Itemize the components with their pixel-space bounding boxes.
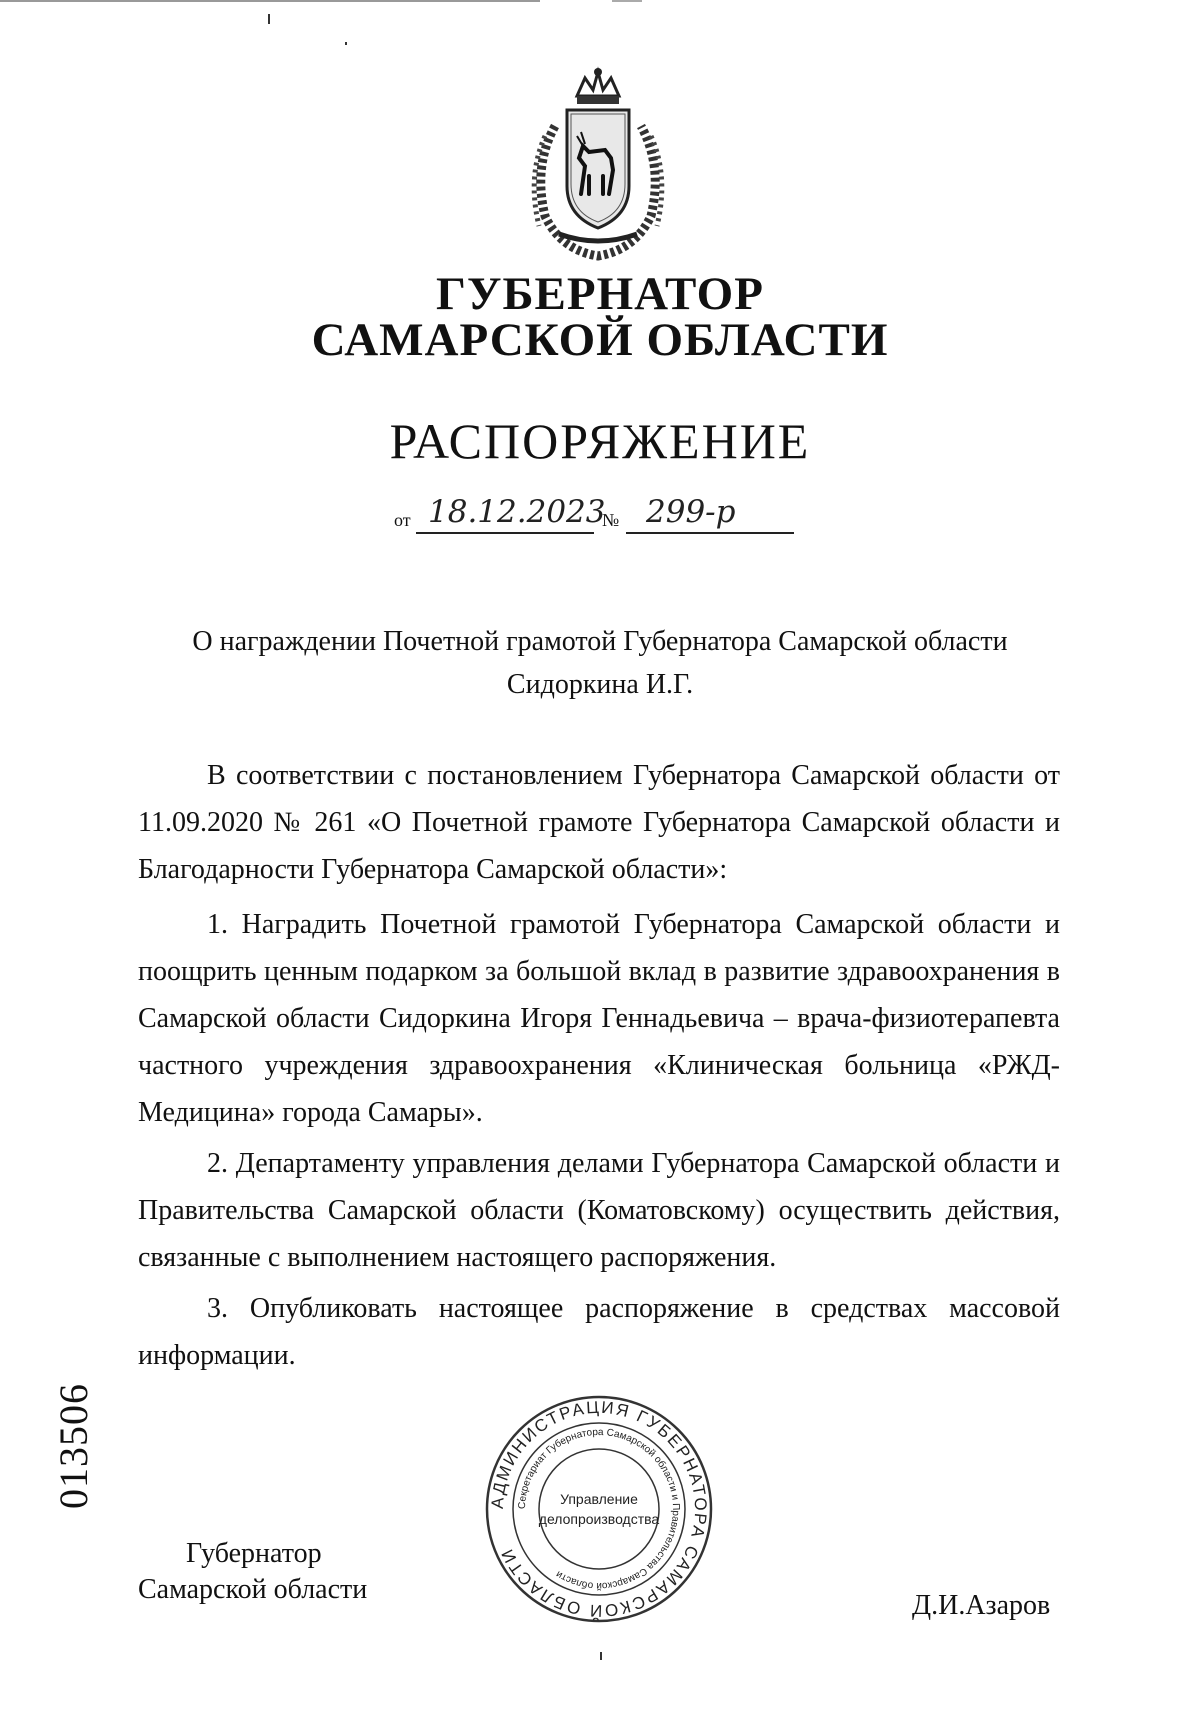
date-prefix: от <box>394 510 411 530</box>
registration-margin-number: 013506 <box>51 1383 96 1509</box>
stamp-graphic <box>484 1394 714 1624</box>
scan-speck <box>268 14 270 24</box>
signatory-name: Д.И.Азаров <box>912 1590 1051 1621</box>
document-body <box>138 752 1060 1379</box>
scan-speck <box>612 0 642 2</box>
signatory-position-line-2: Самарской области <box>138 1574 368 1605</box>
document-number: 299-р <box>646 494 736 530</box>
scan-speck <box>345 42 347 45</box>
issuer-line-2: САМАРСКОЙ ОБЛАСТИ <box>311 314 889 366</box>
document-date: 18.12.2023 <box>428 494 606 530</box>
stamp-outer-ring-text: АДМИНИСТРАЦИЯ ГУБЕРНАТОРА САМАРСКОЙ ОБЛАСТИ <box>487 1397 711 1621</box>
signatory-position-line-1: Губернатор <box>186 1538 322 1569</box>
item-3-paragraph: 3. Опубликовать настоящее распоряжение в средствах массовой информации. <box>138 1293 1060 1371</box>
document-subject <box>0 620 1200 706</box>
subject-line-1: О награждении Почетной грамотой Губернатора Самарской области <box>192 626 1008 657</box>
samara-region-coat-of-arms-icon <box>515 66 681 262</box>
issuer-line-1: ГУБЕРНАТОР <box>436 268 764 320</box>
scan-speck <box>600 1652 602 1660</box>
subject-line-2: Сидоркина И.Г. <box>506 669 694 700</box>
document-type-title: РАСПОРЯЖЕНИЕ <box>389 413 811 469</box>
official-stamp <box>484 1394 714 1624</box>
item-1-paragraph: 1. Наградить Почетной грамотой Губернатора Самарской области и поощрить ценным подарком за большой вклад в развитие здравоохранения в Самарской области Сидоркина Игоря Геннадьевича – врача-физиотерапевта частного учреждения здравоохранения «Клиническая больница «РЖД-Медицина» города Самары». <box>138 909 1060 1128</box>
scan-edge-line <box>0 0 540 2</box>
preamble-paragraph: В соответствии с постановлением Губернатора Самарской области от 11.09.2020 № 261 «О Почетной грамоте Губернатора Самарской области и Благодарности Губернатора Самарской области»: <box>138 760 1060 885</box>
coat-of-arms <box>515 66 681 262</box>
svg-text:Секретариат Губернатора Самарс <box>517 1427 681 1591</box>
document-date-number <box>394 488 814 538</box>
item-2-paragraph: 2. Департаменту управления делами Губернатора Самарской области и Правительства Самарской области (Коматовскому) осуществить действия, связанные с выполнением настоящего распоряжения. <box>138 1148 1060 1273</box>
stamp-center-line-2: делопроизводства <box>538 1511 660 1527</box>
number-prefix: № <box>602 510 620 530</box>
stamp-inner-ring-text: Секретариат Губернатора Самарской области и Правительства Самарской области <box>516 1426 682 1592</box>
stamp-center-line-1: Управление <box>560 1491 638 1507</box>
